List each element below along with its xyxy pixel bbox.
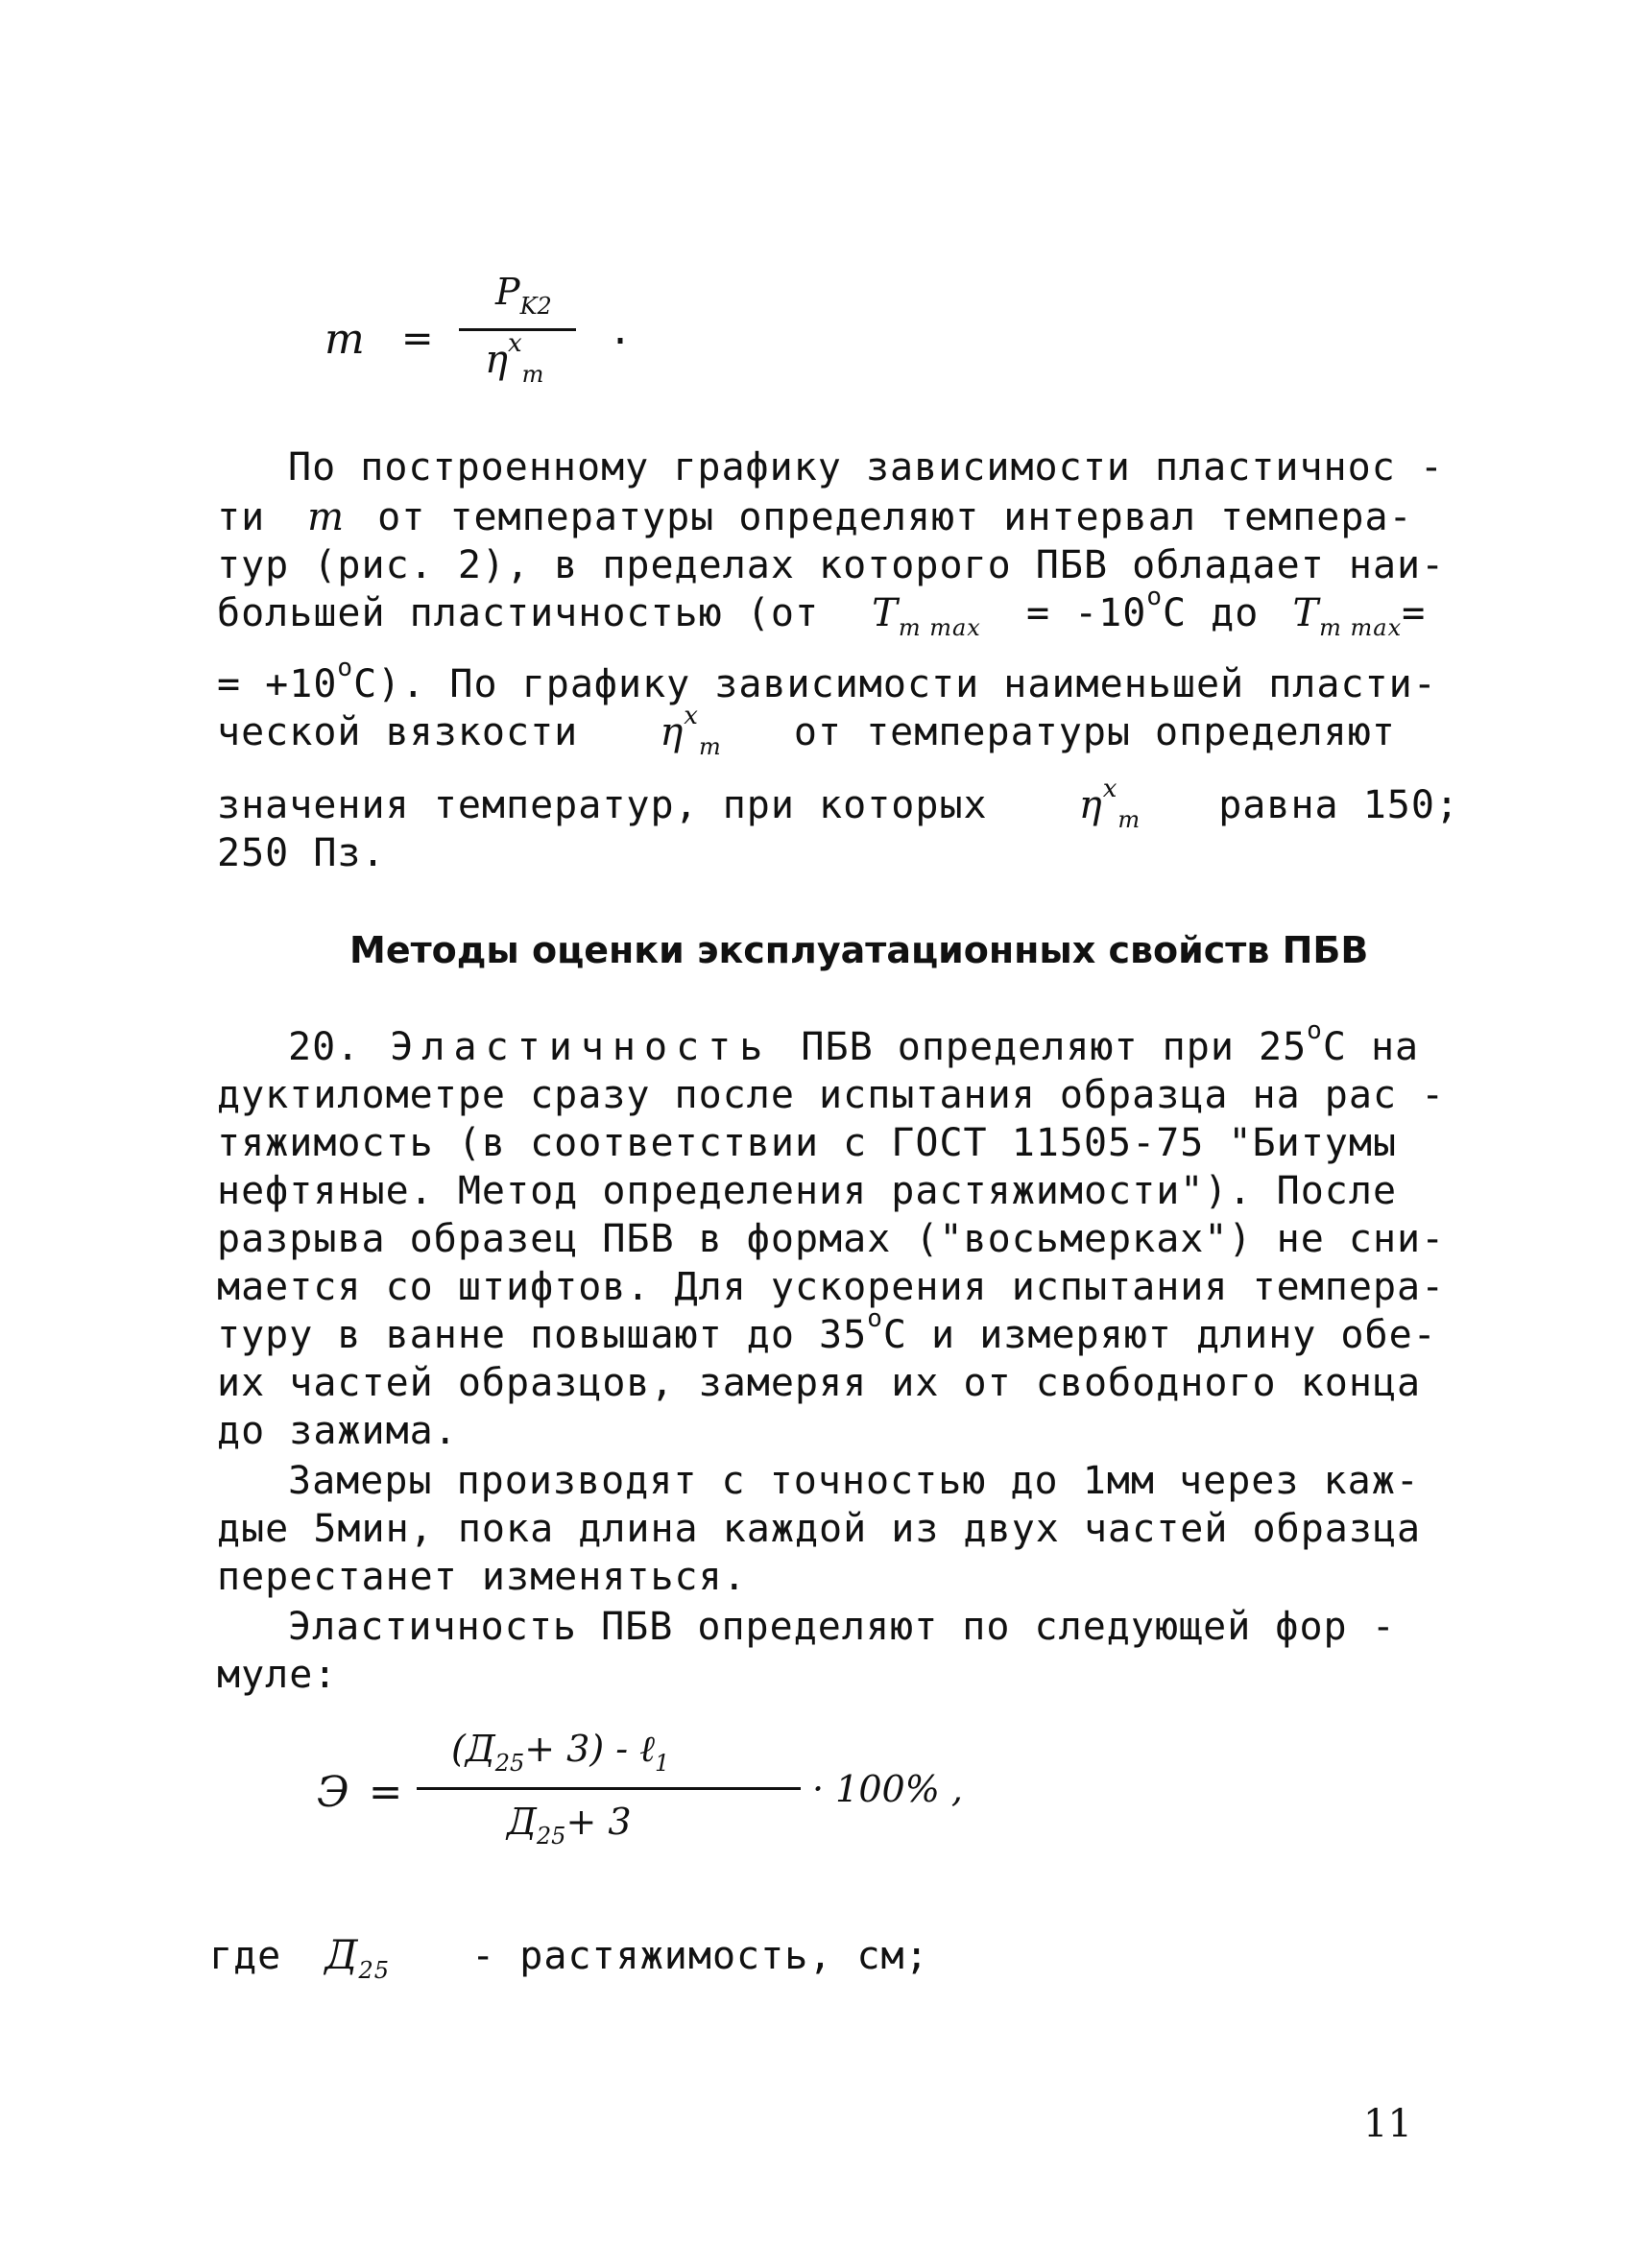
p2-line1: 20. Эластичность ПБВ определяют при 25$^o$C на (288, 1016, 1420, 1069)
eta-symbol: η (660, 710, 685, 754)
formula1-period: . (609, 309, 633, 353)
p4-line2: муле: (217, 1653, 338, 1697)
formula2-denominator: $Д_{25}+ 3$ (507, 1801, 632, 1850)
formula2-tail: · 100% , (812, 1768, 963, 1810)
p2-line4: нефтяные. Метод определения растяжимости"). После (217, 1169, 1398, 1213)
formula1-numerator: $P_{K2}$ (495, 271, 552, 320)
section-heading: Методы оценки эксплуатационных свойств ПБВ (349, 929, 1369, 971)
p2-line3: тяжимость (в соответствии с ГОСТ 11505-75 "Битумы (217, 1121, 1398, 1165)
formula2-numerator: $(Д_{25}+ 3)$ - ℓ$_1$ (451, 1728, 670, 1777)
p1-line1: По построенному графику зависимости пластичнос - (288, 445, 1444, 489)
p2-line6: мается со штифтов. Для ускорения испытания темпера- (217, 1265, 1446, 1309)
p3-line1: Замеры производят с точностью до 1мм через каж- (288, 1459, 1420, 1503)
page-number: 11 (1363, 2102, 1412, 2146)
p1-line4: большей пластичностью (от $T_{m max} = -10^oC$ до $T_{m max}=$ (217, 583, 1427, 641)
p3-line3: перестанет изменяться. (217, 1555, 747, 1599)
p1-line6: ческой вязкости $\eta^x_m$ от температуры определяют (217, 702, 1396, 760)
p2-line2: дуктилометре сразу после испытания образца на рас - (217, 1073, 1446, 1117)
p1-line2: ти m от температуры определяют интервал темпера- (217, 495, 1413, 539)
p1-line8: 250 Пз. (217, 831, 386, 875)
formula1-denominator: $\eta^x_m$ (485, 329, 544, 388)
p2-line7: туру в ванне повышают до 35$^o$C и измеряют длину обе- (217, 1304, 1437, 1357)
p1-line3: тур (рис. 2), в пределах которого ПБВ обладает наи- (217, 543, 1446, 587)
p2-line5: разрыва образец ПБВ в формах ("восьмерках") не сни- (217, 1217, 1446, 1261)
p2-line8: их частей образцов, замеряя их от свободного конца (217, 1361, 1422, 1405)
formula1-equals: = (401, 317, 434, 361)
formula2-equals: = (369, 1768, 403, 1815)
p1-line5: = $+10^oC$). По графику зависимости наименьшей пласти- (217, 654, 1437, 706)
p3-line2: дые 5мин, пока длина каждой из двух частей образца (217, 1507, 1422, 1551)
where-definition: где $Д_{25}$ - растяжимость, см; (209, 1931, 929, 1984)
formula2-fraction-bar (417, 1787, 801, 1790)
p1-line7: значения температур, при которых $\eta^x_m$ равна 150; (217, 775, 1460, 833)
formula1-lhs: m (324, 315, 365, 364)
p2-line9: до зажима. (217, 1409, 458, 1453)
p4-line1: Эластичность ПБВ определяют по следующей фор - (288, 1605, 1396, 1649)
formula2-lhs: Э (317, 1768, 349, 1817)
